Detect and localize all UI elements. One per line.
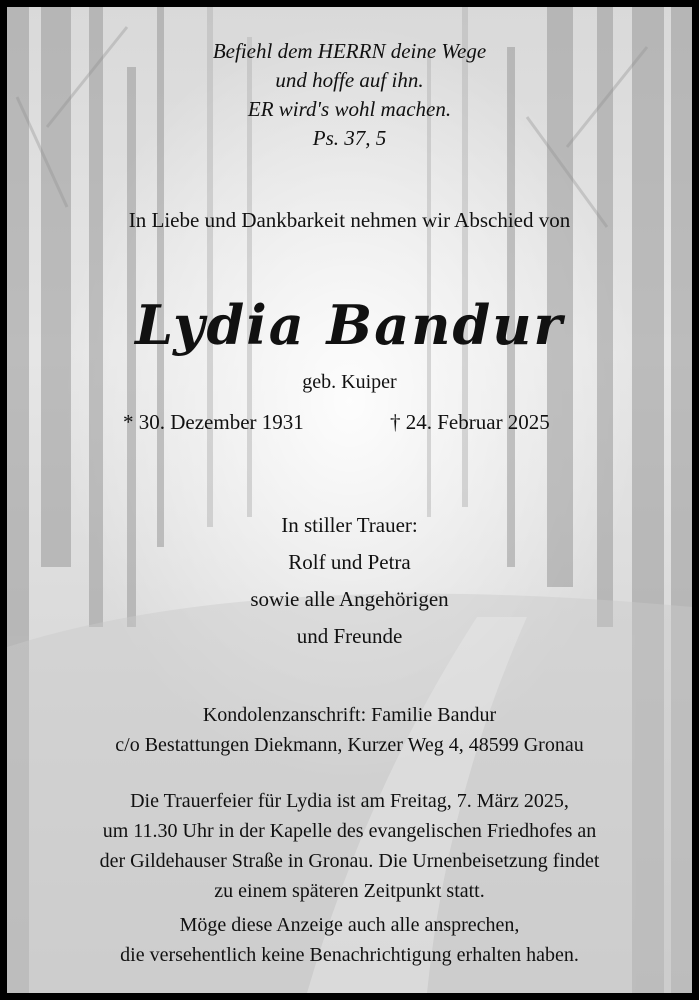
service-info-line-2: um 11.30 Uhr in der Kapelle des evangelischen Friedhofes an — [102, 820, 597, 842]
service-info-line-1: Die Trauerfeier für Lydia ist am Freitag, 7. März 2025, — [130, 790, 569, 812]
closing-line-1: Möge diese Anzeige auch alle ansprechen, — [179, 914, 520, 936]
mourners-line-2: sowie alle Angehörigen — [250, 587, 449, 611]
condolence-address-line-1: Kondolenzanschrift: Familie Bandur — [202, 704, 497, 726]
verse-line-2: und hoffe auf ihn. — [275, 68, 424, 92]
farewell-intro: In Liebe und Dankbarkeit nehmen wir Abschied von — [128, 208, 571, 232]
service-info-line-3: der Gildehauser Straße in Gronau. Die Urnenbeisetzung findet — [99, 850, 600, 872]
deceased-name: Lydia Bandur — [135, 293, 564, 357]
verse-line-3: ER wird's wohl machen. — [247, 97, 452, 121]
mourners-heading: In stiller Trauer: — [281, 513, 418, 537]
closing-line-2: die versehentlich keine Benachrichtigung erhalten haben. — [120, 944, 579, 966]
verse-reference: Ps. 37, 5 — [312, 126, 387, 150]
mourners-line-3: und Freunde — [296, 624, 403, 648]
verse-line-1: Befiehl dem HERRN deine Wege — [212, 39, 487, 63]
birth-date: * 30. Dezember 1931 — [123, 410, 304, 434]
maiden-name: geb. Kuiper — [302, 371, 397, 393]
mourners-line-1: Rolf und Petra — [288, 550, 411, 574]
notice-content — [7, 7, 692, 993]
condolence-address-line-2: c/o Bestattungen Diekmann, Kurzer Weg 4, 48599 Gronau — [115, 734, 584, 756]
service-info-line-4: zu einem späteren Zeitpunkt statt. — [214, 880, 485, 902]
death-date: † 24. Februar 2025 — [390, 410, 550, 434]
